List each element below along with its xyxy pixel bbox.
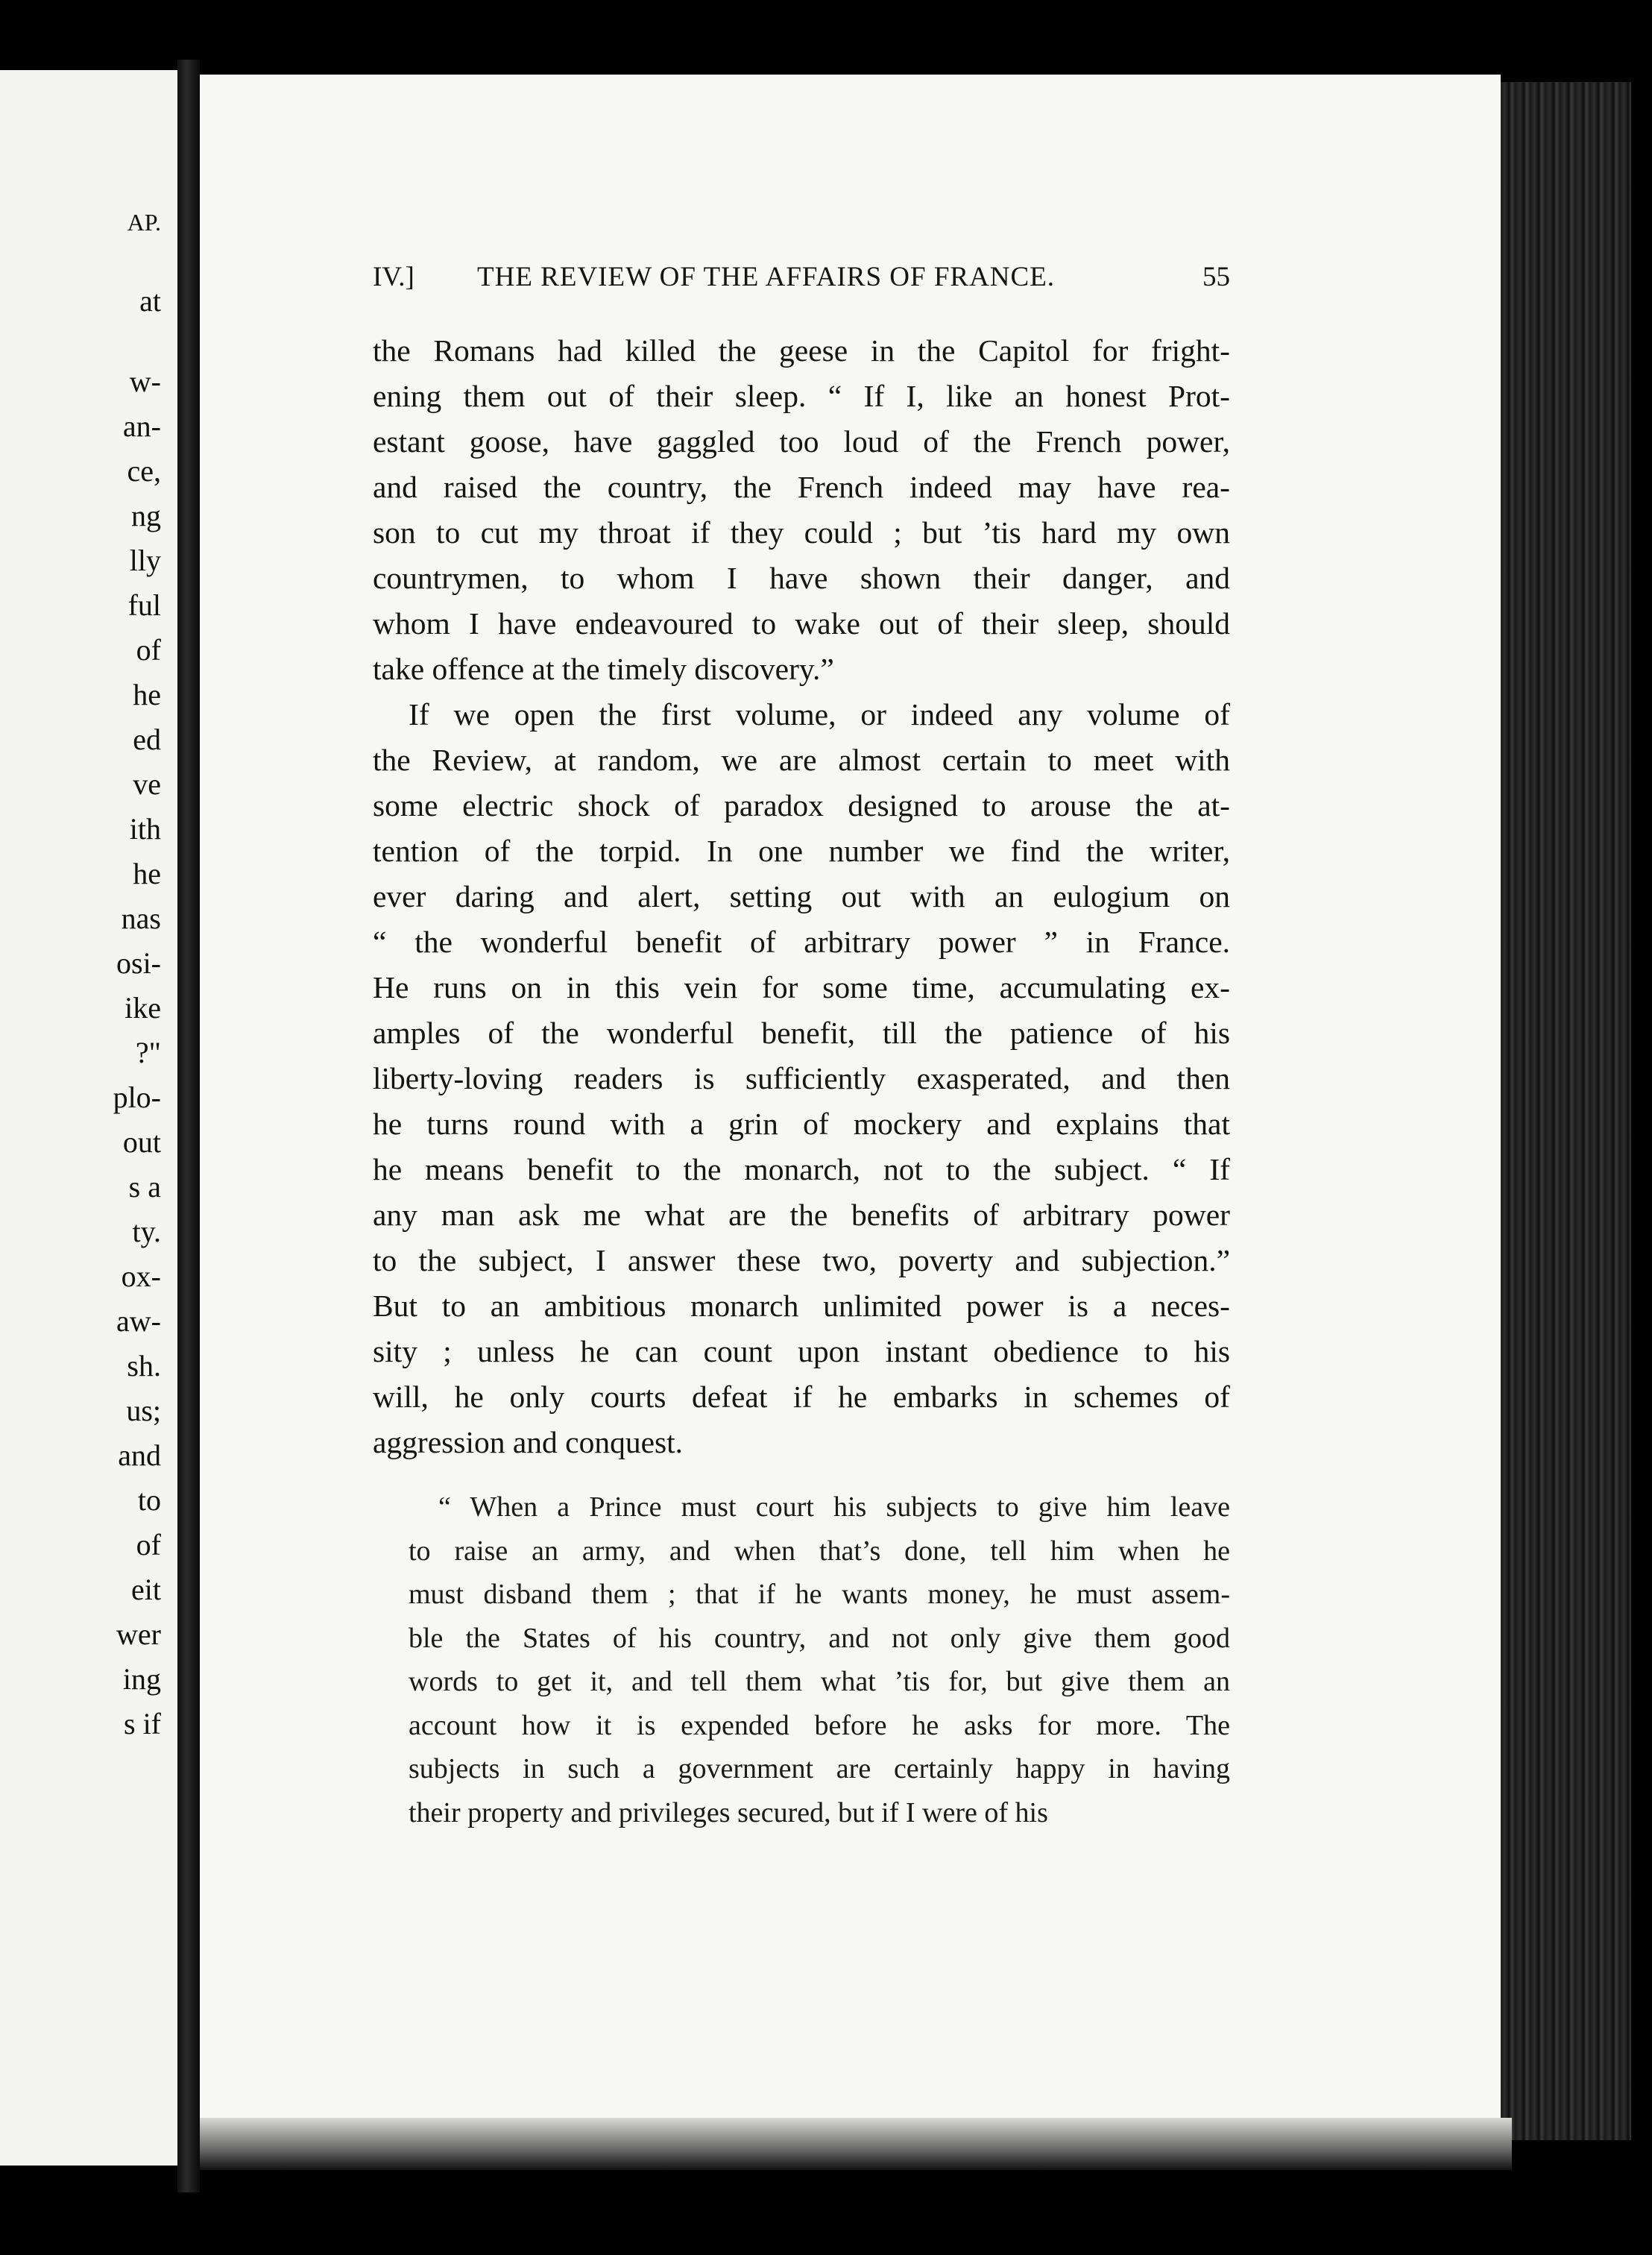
text-line: ever daring and alert, setting out with an eulogium on [373,879,1230,913]
text-line: ening them out of their sleep. “ If I, like an honest Prot- [373,379,1230,413]
page-number: 55 [1202,262,1230,292]
previous-page-line: ng [131,499,161,532]
text-line: must disband them ; that if he wants money, he must assem- [409,1579,1230,1610]
text-line: any man ask me what are the benefits of arbitrary power [373,1198,1230,1232]
previous-page-line: out [122,1125,161,1159]
previous-page-line: sh. [127,1349,161,1383]
body-text [373,328,1230,1465]
text-line: But to an ambitious monarch unlimited power is a neces- [373,1289,1230,1323]
previous-page-line: nas [121,902,161,935]
paragraph-1 [373,328,1230,692]
text-line: countrymen, to whom I have shown their danger, and [373,561,1230,595]
previous-page-line: ve [133,767,161,801]
previous-page-line: of [136,633,161,667]
text-line: aggression and conquest. [373,1425,684,1459]
previous-page-line: ty. [132,1215,161,1248]
previous-page-line: he [133,857,161,890]
previous-page-line: ful [127,588,161,622]
text-line: subjects in such a government are certainly happy in having [409,1753,1230,1784]
text-line: son to cut my throat if they could ; but ’tis hard my own [373,515,1230,550]
text-line: their property and privileges secured, but if I were of his [409,1796,1048,1828]
book-gutter [177,60,200,2192]
running-head [373,261,1230,298]
block-quote [373,1485,1230,1834]
text-line: he turns round with a grin of mockery and explains that [373,1107,1230,1141]
text-line: “ When a Prince must court his subjects to give him leave [438,1491,1230,1523]
text-line: will, he only courts defeat if he embarks in schemes of [373,1380,1230,1414]
text-line: tention of the torpid. In one number we find the writer, [373,834,1230,868]
text-line: words to get it, and tell them what ’tis for, but give them an [409,1666,1230,1697]
running-title: THE REVIEW OF THE AFFAIRS OF FRANCE. [477,262,1056,292]
text-line: the Romans had killed the geese in the Capitol for fright- [373,333,1230,368]
text-line: take offence at the timely discovery.” [373,652,834,686]
text-line: ble the States of his country, and not only give them good [409,1622,1230,1654]
text-line: the Review, at random, we are almost certain to meet with [373,743,1230,777]
previous-page-line: wer [116,1617,161,1651]
text-line: “ the wonderful benefit of arbitrary power ” in France. [373,925,1230,959]
previous-page-line: ith [129,812,161,846]
text-line: some electric shock of paradox designed to arouse the at- [373,788,1230,823]
previous-page-line: ing [122,1662,161,1696]
previous-page-fragment [0,70,177,2166]
previous-page-line: AP. [127,209,161,236]
previous-page-line: s a [128,1170,161,1204]
previous-page-line: ?" [135,1036,161,1069]
text-line: amples of the wonderful benefit, till the patience of his [373,1016,1230,1050]
previous-page-line: lly [129,544,161,577]
previous-page-line: of [136,1528,161,1561]
paragraph-2 [373,692,1230,1465]
text-line: liberty-loving readers is sufficiently exasperated, and then [373,1061,1230,1095]
previous-page-line: to [137,1483,161,1517]
text-line: sity ; unless he can count upon instant obedience to his [373,1334,1230,1368]
previous-page-line: plo- [113,1081,161,1114]
chapter-marker: IV.] [373,262,414,292]
text-line: whom I have endeavoured to wake out of their sleep, should [373,606,1230,641]
previous-page-line: an- [122,409,161,443]
previous-page-line: ce, [127,454,161,488]
previous-page-line: us; [126,1394,161,1427]
previous-page-line: s if [124,1707,161,1740]
text-line: he means benefit to the monarch, not to the subject. “ If [373,1152,1230,1186]
previous-page-line: at [139,284,161,318]
text-line: account how it is expended before he asks for more. The [409,1709,1230,1741]
text-line: and raised the country, the French indeed may have rea- [373,470,1230,504]
text-line: He runs on in this vein for some time, accumulating ex- [373,970,1230,1004]
previous-page-line: osi- [116,946,161,980]
previous-page-line: aw- [116,1304,161,1338]
previous-page-line: ed [133,723,161,756]
text-line: to the subject, I answer these two, poverty and subjection.” [373,1243,1230,1277]
previous-page-line: eit [131,1573,161,1606]
previous-page-line: and [118,1438,161,1472]
previous-page-line: he [133,678,161,711]
text-line: estant goose, have gaggled too loud of the French power, [373,424,1230,459]
page-edges [1501,82,1631,2140]
previous-page-line: ike [124,991,161,1025]
text-line: to raise an army, and when that’s done, tell him when he [409,1535,1230,1567]
page-bottom-edge [200,2118,1512,2170]
previous-page-line: ox- [121,1259,161,1293]
text-line: If we open the first volume, or indeed any volume of [409,697,1230,732]
previous-page-line: w- [129,365,161,398]
